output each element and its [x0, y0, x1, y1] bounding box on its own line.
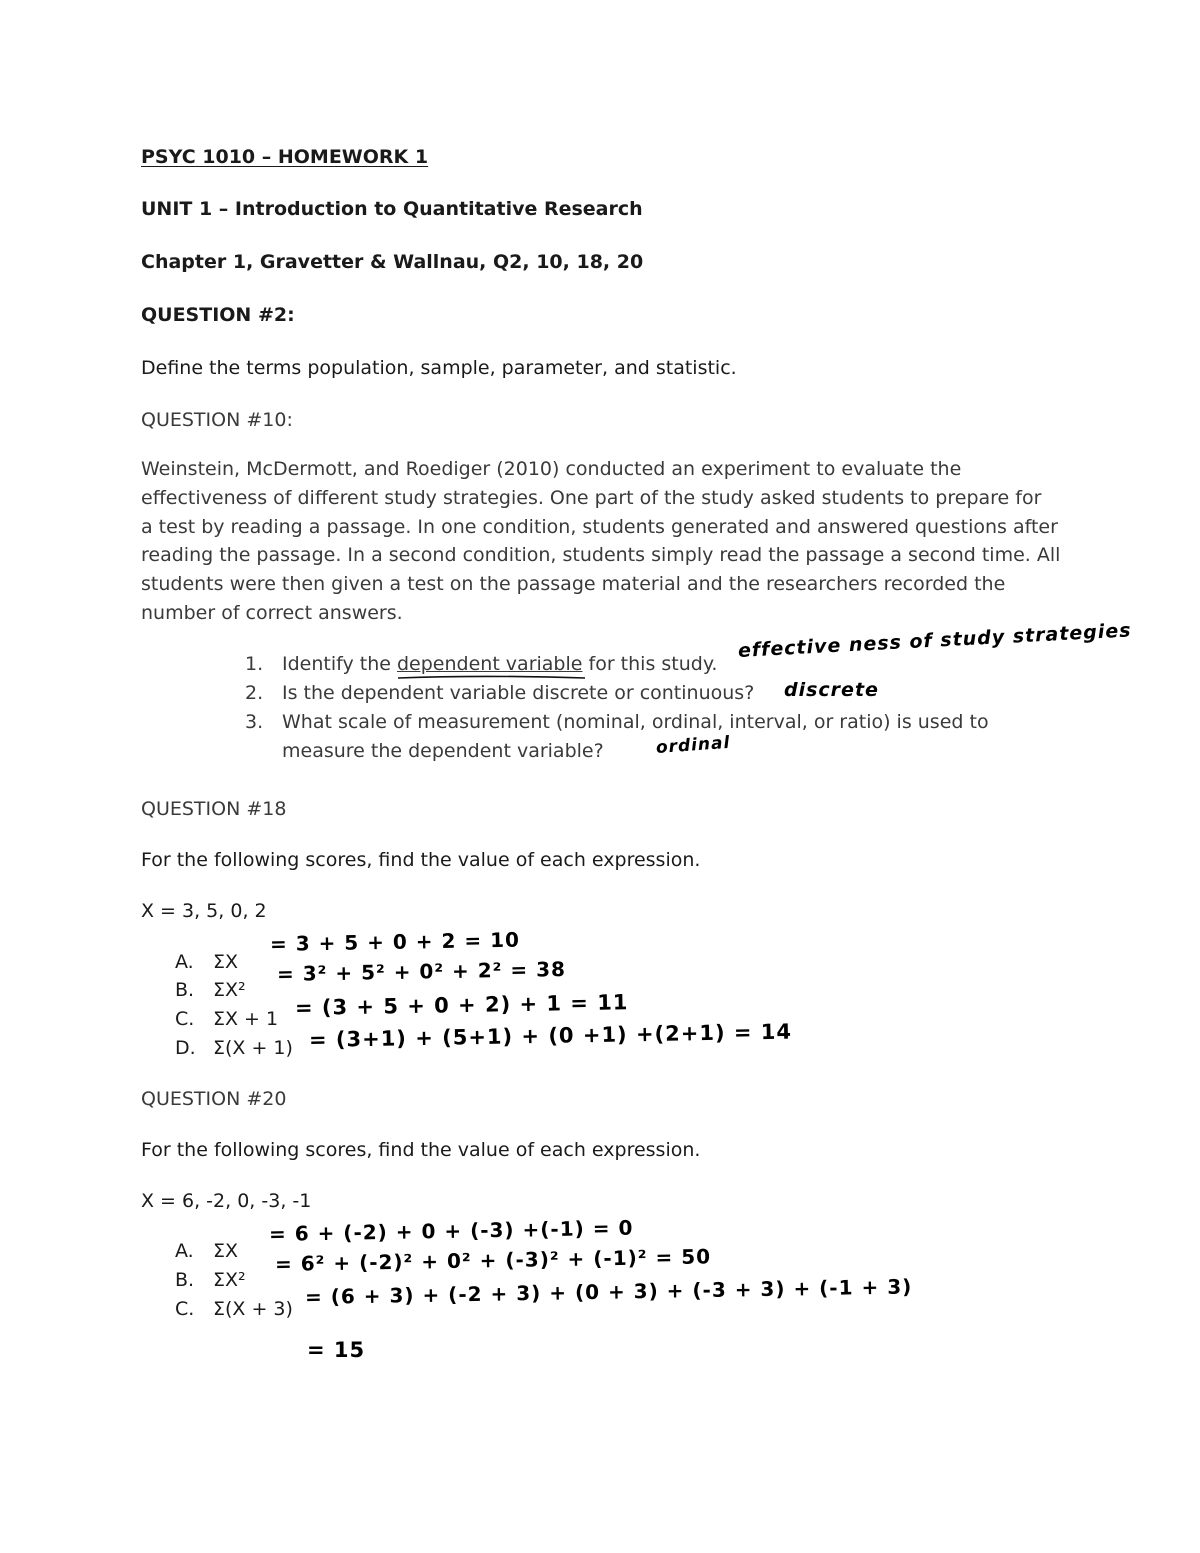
handwritten-answer: = (3+1) + (5+1) + (0 +1) +(2+1) = 14 [308, 1019, 793, 1052]
list-text: Is the dependent variable discrete or continuous? [282, 682, 755, 704]
list-number: 2. [245, 682, 264, 704]
question-2-heading: QUESTION #2: [141, 304, 295, 326]
chapter-heading: Chapter 1, Gravetter & Wallnau, Q2, 10, 18, 20 [141, 251, 644, 273]
handwritten-answer: = 15 [307, 1338, 366, 1362]
paragraph-line: reading the passage. In a second condition, students simply read the passage a second time. All [141, 544, 1061, 567]
handwritten-answer: ordinal [655, 732, 731, 758]
handwritten-answer: = 6² + (-2)² + 0² + (-3)² + (-1)² = 50 [274, 1244, 712, 1276]
paragraph-line: Weinstein, McDermott, and Roediger (2010) conducted an experiment to evaluate the [141, 458, 962, 480]
document-title: PSYC 1010 – HOMEWORK 1 [141, 146, 429, 168]
question-2-text: Define the terms population, sample, parameter, and statistic. [141, 357, 737, 379]
paragraph-line: students were then given a test on the passage material and the researchers recorded the [141, 573, 1006, 596]
list-letter: B. [175, 979, 195, 1001]
question-20-scores: X = 6, -2, 0, -3, -1 [141, 1190, 312, 1212]
handwritten-answer: = 3 + 5 + 0 + 2 = 10 [269, 927, 521, 956]
list-text: What scale of measurement (nominal, ordinal, interval, or ratio) is used to [282, 711, 989, 733]
question-20-instruction: For the following scores, find the value of each expression. [141, 1139, 701, 1161]
underlined-term: dependent variable [396, 653, 583, 675]
list-number: 1. [245, 653, 264, 675]
list-letter: A. [175, 951, 194, 973]
expression: Σ(X + 3) [213, 1298, 293, 1320]
question-20-heading: QUESTION #20 [141, 1088, 287, 1110]
expression: ΣX² [213, 1269, 246, 1291]
list-letter: D. [175, 1037, 196, 1059]
question-18-heading: QUESTION #18 [141, 798, 287, 820]
expression: ΣX [213, 951, 239, 973]
handwritten-answer: = (3 + 5 + 0 + 2) + 1 = 11 [294, 990, 629, 1020]
handwritten-answer: discrete [784, 679, 879, 701]
expression: ΣX + 1 [213, 1008, 279, 1030]
unit-heading: UNIT 1 – Introduction to Quantitative Research [141, 198, 643, 220]
question-10-paragraph [141, 455, 1061, 628]
list-text: measure the dependent variable? [282, 740, 604, 762]
paragraph-line: effectiveness of different study strategies. One part of the study asked students to prepare for [141, 486, 1042, 509]
list-letter: C. [175, 1298, 195, 1320]
list-text [282, 650, 717, 679]
question-18-scores: X = 3, 5, 0, 2 [141, 900, 267, 922]
list-letter: A. [175, 1240, 194, 1262]
expression: ΣX² [213, 979, 246, 1001]
question-18-instruction: For the following scores, find the value of each expression. [141, 849, 701, 871]
handwritten-answer: effective ness of study strategies [737, 619, 1133, 662]
expression: ΣX [213, 1240, 239, 1262]
paragraph-line: a test by reading a passage. In one condition, students generated and answered questions after [141, 515, 1058, 538]
list-letter: B. [175, 1269, 195, 1291]
list-number: 3. [245, 711, 264, 733]
list-text-post: for this study. [582, 653, 718, 675]
handwritten-answer: = (6 + 3) + (-2 + 3) + (0 + 3) + (-3 + 3) + (-1 + 3) [304, 1274, 913, 1309]
list-text-pre: Identify the [282, 653, 397, 675]
expression: Σ(X + 1) [213, 1037, 293, 1059]
list-letter: C. [175, 1008, 195, 1030]
handwritten-answer: = 3² + 5² + 0² + 2² = 38 [276, 956, 567, 986]
paragraph-line: number of correct answers. [141, 601, 403, 624]
handwritten-answer: = 6 + (-2) + 0 + (-3) +(-1) = 0 [268, 1215, 634, 1246]
question-10-heading: QUESTION #10: [141, 409, 293, 431]
